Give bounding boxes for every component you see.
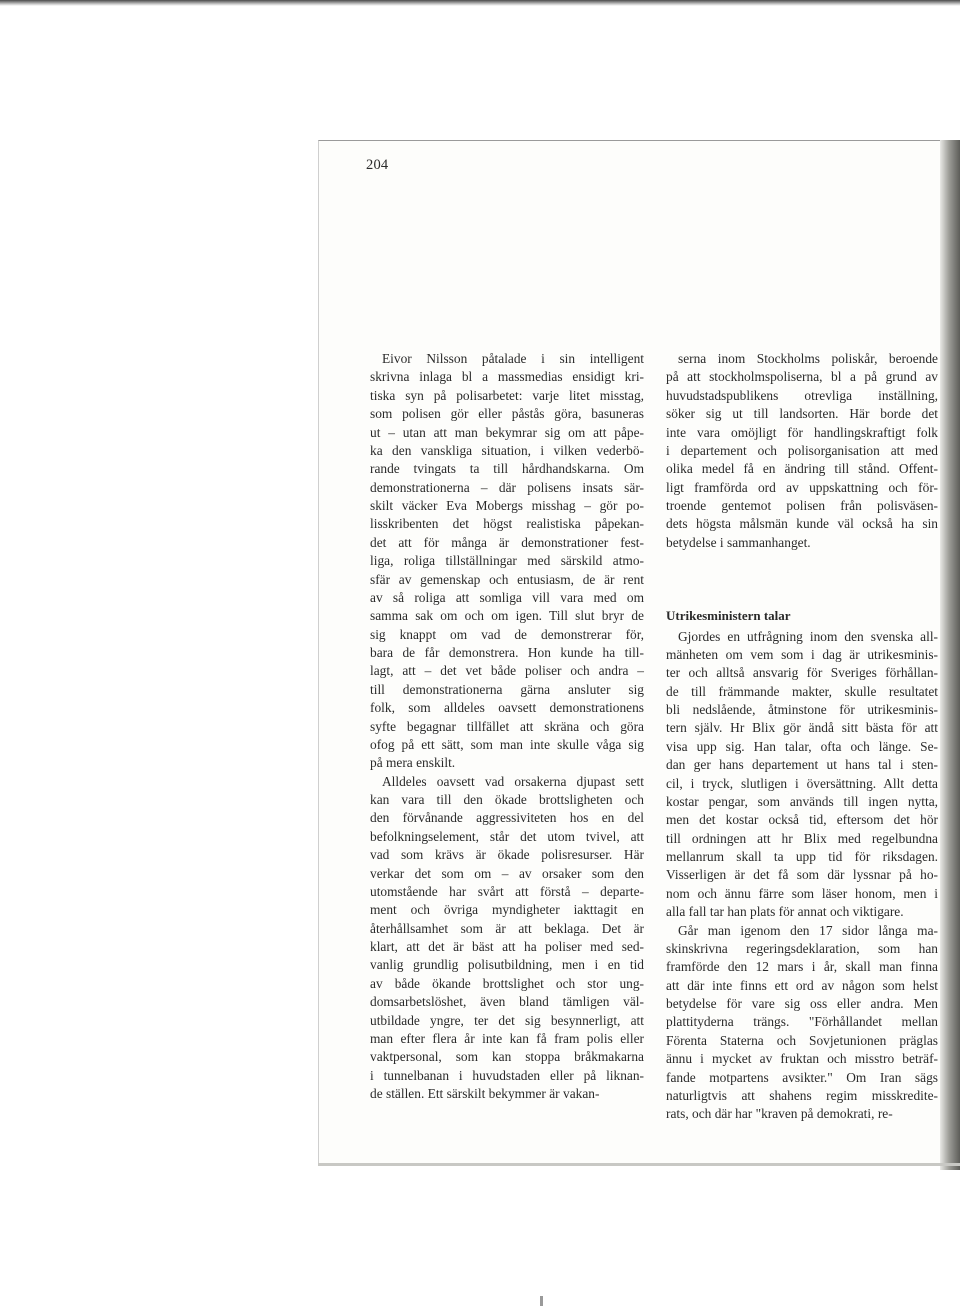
paragraph [370,350,644,773]
text-line: folk, som alldeles oavsett demonstrationens [370,700,644,716]
text-line: Visserligen är det få som där lyssnar på ho- [666,867,938,883]
text-line: de till främmande makter, skulle resultatet [666,683,938,699]
text-line: ofog på ett sätt, som man inte skulle våga sig [370,736,644,752]
text-line: olika medel få en ändring till stånd. Offent- [666,461,938,477]
text-line: vaktpersonal, som kan stoppa bråkmakarna [370,1049,644,1065]
text-line: liga, roliga tillställningar med särskild atmo- [370,553,644,569]
section-gap [666,552,938,607]
paragraph [666,922,938,1124]
left-text-column [370,350,644,1103]
text-line: mellanrum skall ta upp tid för riksdagen. [666,849,938,864]
text-line: av både ökande brottslighet och stor ung- [370,975,644,991]
text-line: som polisen gör eller påstås göra, basuneras [370,406,644,422]
text-line: klart, att det är bäst att ha poliser med sed- [370,939,644,954]
text-line: utbildade yngre, ter det sig besynnerligt, att [370,1012,644,1028]
text-line: vanlig grundlig polisutbildning, men i en tid [370,957,644,973]
text-line: skrivna inlaga bl a massmedias ensidigt kri- [370,369,644,385]
text-line: framförde den 12 mars i år, skall man finna [666,959,938,975]
paragraph [666,628,938,922]
text-line: betydelse i sammanhanget. [666,534,811,550]
text-line: kan vara till den ökade brottsligheten och [370,792,644,807]
text-line: Förenta Staterna och Sovjetunionen präglas [666,1032,938,1048]
text-line: nom och ännu färre som läser honom, men i [666,885,938,901]
text-line: Går man igenom den 17 sidor långa ma- [678,922,938,938]
text-line: på mera enskilt. [370,755,456,771]
text-line: bara de får demonstrera. Hon kunde ha till- [370,645,644,660]
text-line: plattityderna trängs. "Förhållandet mellan [666,1014,938,1030]
text-line: cil, i tryck, slutligen i översättning. Allt detta [666,775,938,791]
scan-top-edge [0,0,960,6]
text-line: serna inom Stockholms poliskår, beroende [678,351,938,366]
text-line: befolkningselement, står det utom tvivel, att [370,828,644,844]
text-line: demonstrationerna – där polisens insats sär- [370,479,644,495]
text-line: på att stockholmspoliserna, bl a på grund av [666,369,938,385]
text-line: domsarbetslöshet, även bland tämligen väl- [370,994,644,1010]
text-line: mänheten om vem som i dag är utrikesminis- [666,646,938,662]
text-line: det att för många är demonstrationer fest- [370,534,644,550]
text-line: huvudstadspublikens otrevliga inställning, [666,387,938,403]
text-line: troende gentemot polisen från polisväsen- [666,498,938,513]
text-line: lisskribenten det högst realistiska påpekan- [370,516,644,532]
page-bottom-edge [318,1163,960,1166]
paragraph [666,350,938,552]
text-line: till demonstrationerna gärna ansluter sig [370,681,644,697]
text-line: de ställen. Ett särskilt bekymmer är vakan- [370,1086,600,1101]
text-line: kostar pengar, som används till ingen nytta, [666,793,938,809]
text-line: i tunnelbanan i huvudstaden eller på liknan- [370,1067,644,1083]
text-line: betydelse för vare sig oss eller andra. Men [666,996,938,1011]
text-line: vad som krävs är ökade polisresurser. Här [370,847,644,863]
text-line: ter och alltså ansvarig för Sveriges förhållan- [666,665,938,681]
text-line: Eivor Nilsson påtalade i sin intelligent [382,351,644,366]
text-line: till ordningen att hr Blix med regelbundna [666,830,938,846]
text-line: ment och övriga myndigheter iakttagit en [370,902,644,918]
text-line: alla fall tar han plats för annat och viktigare. [666,904,904,920]
text-line: lagt, att – det vet både poliser och andra – [370,663,644,679]
text-line: ut – utan att man bekymrar sig om att påpe- [370,424,644,440]
text-line: av så roliga att somliga vill vara med om [370,589,644,605]
paragraph [370,773,644,1104]
text-line: söker sig ut till landsorten. Här borde det [666,406,938,422]
text-line: tern själv. Hr Blix gör ändå sitt bästa för att [666,720,938,736]
page-binding-shadow [940,140,960,1170]
text-line: utomstående har svårt att förstå – departe- [370,883,644,899]
page-number: 204 [366,157,389,173]
text-line: skilt väcker Eva Mobergs misshag – gör po- [370,498,644,513]
text-line: visa upp sig. Han talar, ofta och länge. Se- [666,738,938,754]
text-line: samma sak om och om igen. Till slut bryr de [370,608,644,624]
text-line: ännu i mycket av fruktan och misstro beträf- [666,1051,938,1067]
text-line: dets högsta målsmän kunde väl också ha sin [666,516,938,532]
text-line: ligt framförda ord av uppskattning och för- [666,479,938,495]
text-line: i departement och polisorganisation att med [666,442,938,458]
text-line: verkar det som om – av orsaker som den [370,865,644,881]
text-line: återhållsamhet som är att beklaga. Det är [370,920,644,936]
text-line: Alldeles oavsett vad orsakerna djupast sett [382,773,644,789]
text-line: dan ger hans departement ut hans tal i sten- [666,757,938,773]
text-line: syfte begagnar tillfället att skräna och göra [370,718,644,734]
text-line: inte vara omöjligt för handlingskraftigt folk [666,424,938,440]
right-text-column [666,350,938,1124]
section-heading: Utrikesministern talar [666,608,791,624]
text-line: men det kostar också tid, eftersom det hör [666,812,938,828]
text-line: skinskrivna regeringsdeklaration, som han [666,940,938,956]
text-line: naturligtvis att shahens regim misskredite- [666,1087,938,1103]
text-line: sig knappt om vad de demonstrerar för, [370,626,644,642]
text-line: tiska syn på polisarbetet: varje litet misstag, [370,387,644,403]
text-line: bli nedslående, åtminstone för utrikesminis- [666,702,938,717]
text-line: den förvånande aggressiviteten hos en del [370,810,644,826]
text-line: Gjordes en utfrågning inom den svenska all- [678,628,938,644]
text-line: man efter flera år inte kan få fram polis eller [370,1030,644,1046]
text-line: fande motpartens avsikter." Om Iran sägs [666,1069,938,1085]
text-line: sfär av gemenskap och entusiasm, de är rent [370,571,644,587]
text-line: att där inte finns ett ord av någon som helst [666,977,938,993]
text-line: rats, och där har "kraven på demokrati, re- [666,1106,893,1122]
text-line: ka den vanskliga situation, i vilken vederbö- [370,442,644,458]
text-line: rande tvingats ta till hårdhandskarna. Om [370,461,644,477]
scan-mark [540,1296,543,1306]
